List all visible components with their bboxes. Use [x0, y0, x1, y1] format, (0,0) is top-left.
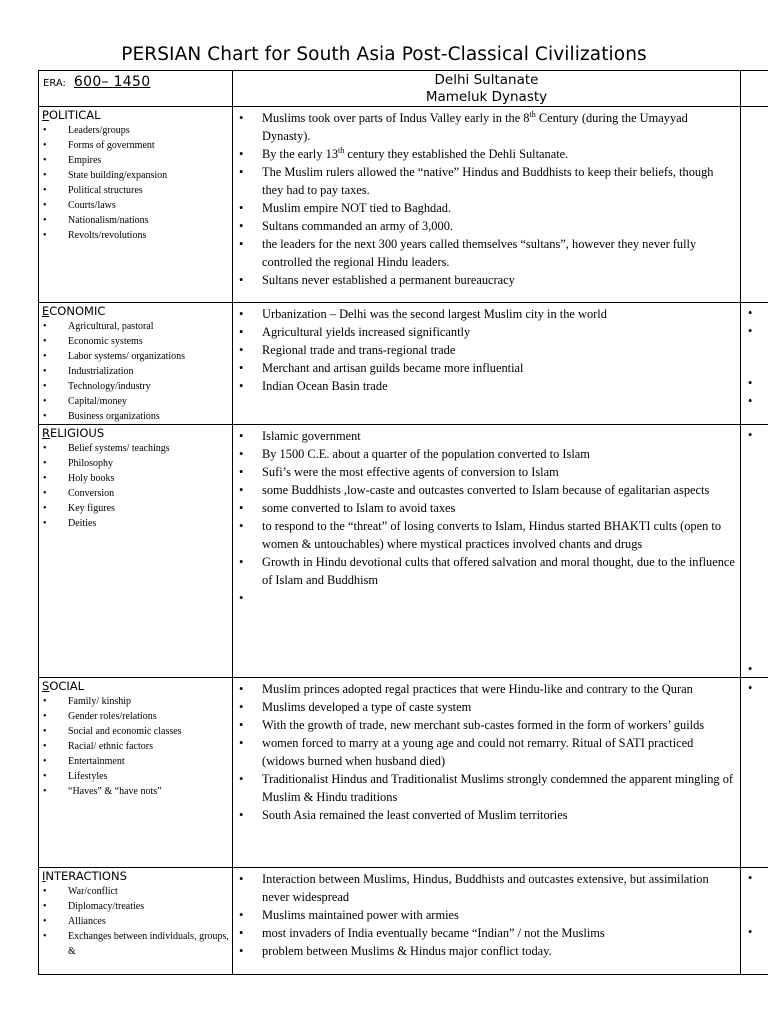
fact-item-empty [233, 589, 736, 607]
fact-item: • Muslim empire NOT tied to Baghdad. [233, 199, 736, 217]
subtopic-item: • Belief systems/ teachings [39, 441, 232, 456]
fact-item: • By 1500 C.E. about a quarter of the population converted to Islam [233, 445, 736, 463]
bullet-mark: • [748, 681, 753, 695]
subtopic-item: • Business organizations [39, 409, 232, 424]
fact-item: • Regional trade and trans-regional trade [233, 341, 736, 359]
category-title: RELIGIOUS [42, 426, 105, 440]
fact-item: • Islamic government [233, 427, 736, 445]
fact-item: • Sultans never established a permanent bureaucracy [233, 271, 736, 289]
subtopic-item: • Racial/ ethnic factors [39, 739, 232, 754]
subtopic-item: • Courts/laws [39, 198, 232, 213]
subtopic-item: • Nationalism/nations [39, 213, 232, 228]
subtopic-item: • Social and economic classes [39, 724, 232, 739]
facts-social [233, 678, 741, 868]
subtopic-item: • Revolts/revolutions [39, 228, 232, 243]
facts-political [233, 107, 741, 303]
fact-item: • By the early 13th century they established the Dehli Sultanate. [233, 145, 736, 163]
subtopic-item: • Philosophy [39, 456, 232, 471]
category-political [39, 107, 233, 303]
subtopic-item: • Agricultural, pastoral [39, 319, 232, 334]
subtopic-item: • Technology/industry [39, 379, 232, 394]
fact-item: • some Buddhists ,low-caste and outcastes converted to Islam because of egalitarian aspects [233, 481, 736, 499]
subtopic-item: • Exchanges between individuals, groups, & [39, 929, 232, 959]
fact-item: • The Muslim rulers allowed the “native” Hindus and Buddhists to keep their beliefs, though they had to pay taxes. [233, 163, 736, 199]
subtopic-item: • Leaders/groups [39, 123, 232, 138]
next-column-social [741, 678, 768, 868]
subtopic-item: • Entertainment [39, 754, 232, 769]
fact-item: • Urbanization – Delhi was the second largest Muslim city in the world [233, 305, 736, 323]
facts-religious [233, 425, 741, 678]
next-column-interactions [741, 868, 768, 975]
row-economic [39, 303, 768, 425]
bullet-mark: • [748, 871, 753, 885]
fact-item: • Muslims took over parts of Indus Valley early in the 8th Century (during the Umayyad Dynasty). [233, 109, 736, 145]
subtopic-item: • Empires [39, 153, 232, 168]
subtopic-item: • Lifestyles [39, 769, 232, 784]
subtopic-item: • Conversion [39, 486, 232, 501]
subtopic-item: • Economic systems [39, 334, 232, 349]
era-cell [39, 71, 233, 107]
fact-list [233, 107, 740, 289]
category-economic [39, 303, 233, 425]
fact-item: • Merchant and artisan guilds became more influential [233, 359, 736, 377]
fact-item: • South Asia remained the least converted of Muslim territories [233, 806, 736, 824]
fact-item: • to respond to the “threat” of losing converts to Islam, Hindus started BHAKTI cults (open to women & untouchables) where mystical practices involved chants and drugs [233, 517, 736, 553]
subtopic-item: • Labor systems/ organizations [39, 349, 232, 364]
subtopic-list [39, 123, 232, 243]
bullet-mark: • [748, 324, 753, 338]
subtopic-item: • “Haves” & “have nots” [39, 784, 232, 799]
subtopic-list [39, 694, 232, 799]
fact-item: • Growth in Hindu devotional cults that offered salvation and moral thought, due to the influence of Islam and Buddhism [233, 553, 736, 589]
facts-economic [233, 303, 741, 425]
bullet-mark: • [748, 306, 753, 320]
next-column-header [741, 71, 768, 107]
page-title: PERSIAN Chart for South Asia Post-Classical Civilizations [121, 44, 647, 65]
fact-item: • problem between Muslims & Hindus major conflict today. [233, 942, 736, 960]
era-label: ERA: [43, 78, 66, 89]
era-value: 600– 1450 [73, 74, 151, 90]
subtopic-list [39, 884, 232, 959]
subtopic-item: • State building/expansion [39, 168, 232, 183]
subtopic-item: • Holy books [39, 471, 232, 486]
category-title: SOCIAL [42, 679, 85, 693]
subtopic-item: • Forms of government [39, 138, 232, 153]
category-interactions [39, 868, 233, 975]
fact-item: • Muslims developed a type of caste system [233, 698, 736, 716]
fact-item: • Interaction between Muslims, Hindus, Buddhists and outcastes extensive, but assimilation never widespread [233, 870, 736, 906]
subtopic-item: • War/conflict [39, 884, 232, 899]
subtopic-item: • Industrialization [39, 364, 232, 379]
bullet-mark: • [748, 376, 753, 390]
row-religious [39, 425, 768, 678]
fact-item: • most invaders of India eventually became “Indian” / not the Muslims [233, 924, 736, 942]
subtopic-item: • Diplomacy/treaties [39, 899, 232, 914]
subtopic-item: • Capital/money [39, 394, 232, 409]
fact-item: • With the growth of trade, new merchant sub-castes formed in the form of workers’ guilds [233, 716, 736, 734]
dynasty-line-2: Mameluk Dynasty [425, 89, 548, 105]
fact-item: • Muslims maintained power with armies [233, 906, 736, 924]
bullet-mark: • [748, 925, 753, 939]
subtopic-item: • Gender roles/relations [39, 709, 232, 724]
subtopic-item: • Key figures [39, 501, 232, 516]
subtopic-list [39, 319, 232, 424]
category-title: INTERACTIONS [42, 869, 127, 883]
row-social [39, 678, 768, 868]
bullet-mark: • [748, 394, 753, 408]
subtopic-item: • Family/ kinship [39, 694, 232, 709]
subtopic-list [39, 441, 232, 531]
facts-interactions [233, 868, 741, 975]
fact-item: • Sultans commanded an army of 3,000. [233, 217, 736, 235]
subtopic-item: • Alliances [39, 914, 232, 929]
fact-item: • Indian Ocean Basin trade [233, 377, 736, 395]
fact-item: • Agricultural yields increased significantly [233, 323, 736, 341]
subtopic-item: • Political structures [39, 183, 232, 198]
fact-item: • Muslim princes adopted regal practices that were Hindu-like and contrary to the Quran [233, 680, 736, 698]
fact-item: • the leaders for the next 300 years called themselves “sultans”, however they never fully controlled the regional Hindu leaders. [233, 235, 736, 271]
row-interactions [39, 868, 768, 975]
fact-list [233, 303, 740, 395]
category-religious [39, 425, 233, 678]
row-political [39, 107, 768, 303]
dynasty-line-1: Delhi Sultanate [434, 72, 539, 88]
fact-item: • women forced to marry at a young age and could not remarry. Ritual of SATI practiced (widows burned when husband died) [233, 734, 736, 770]
next-column-economic [741, 303, 768, 425]
next-column-religious [741, 425, 768, 678]
category-title: ECONOMIC [42, 304, 106, 318]
fact-item: • Sufi’s were the most effective agents of conversion to Islam [233, 463, 736, 481]
dynasty-header [233, 71, 741, 107]
header-row [39, 71, 768, 107]
persian-chart-table [38, 70, 768, 975]
bullet-mark: • [748, 428, 753, 442]
next-column-political [741, 107, 768, 303]
fact-item: • some converted to Islam to avoid taxes [233, 499, 736, 517]
bullet-mark: • [748, 662, 753, 676]
fact-list [233, 678, 740, 824]
category-social [39, 678, 233, 868]
fact-item: • Traditionalist Hindus and Traditionalist Muslims strongly condemned the apparent mingling of Muslim & Hindu traditions [233, 770, 736, 806]
fact-list [233, 868, 740, 960]
fact-list [233, 425, 740, 607]
subtopic-item: • Deities [39, 516, 232, 531]
category-title: POLITICAL [42, 108, 101, 122]
